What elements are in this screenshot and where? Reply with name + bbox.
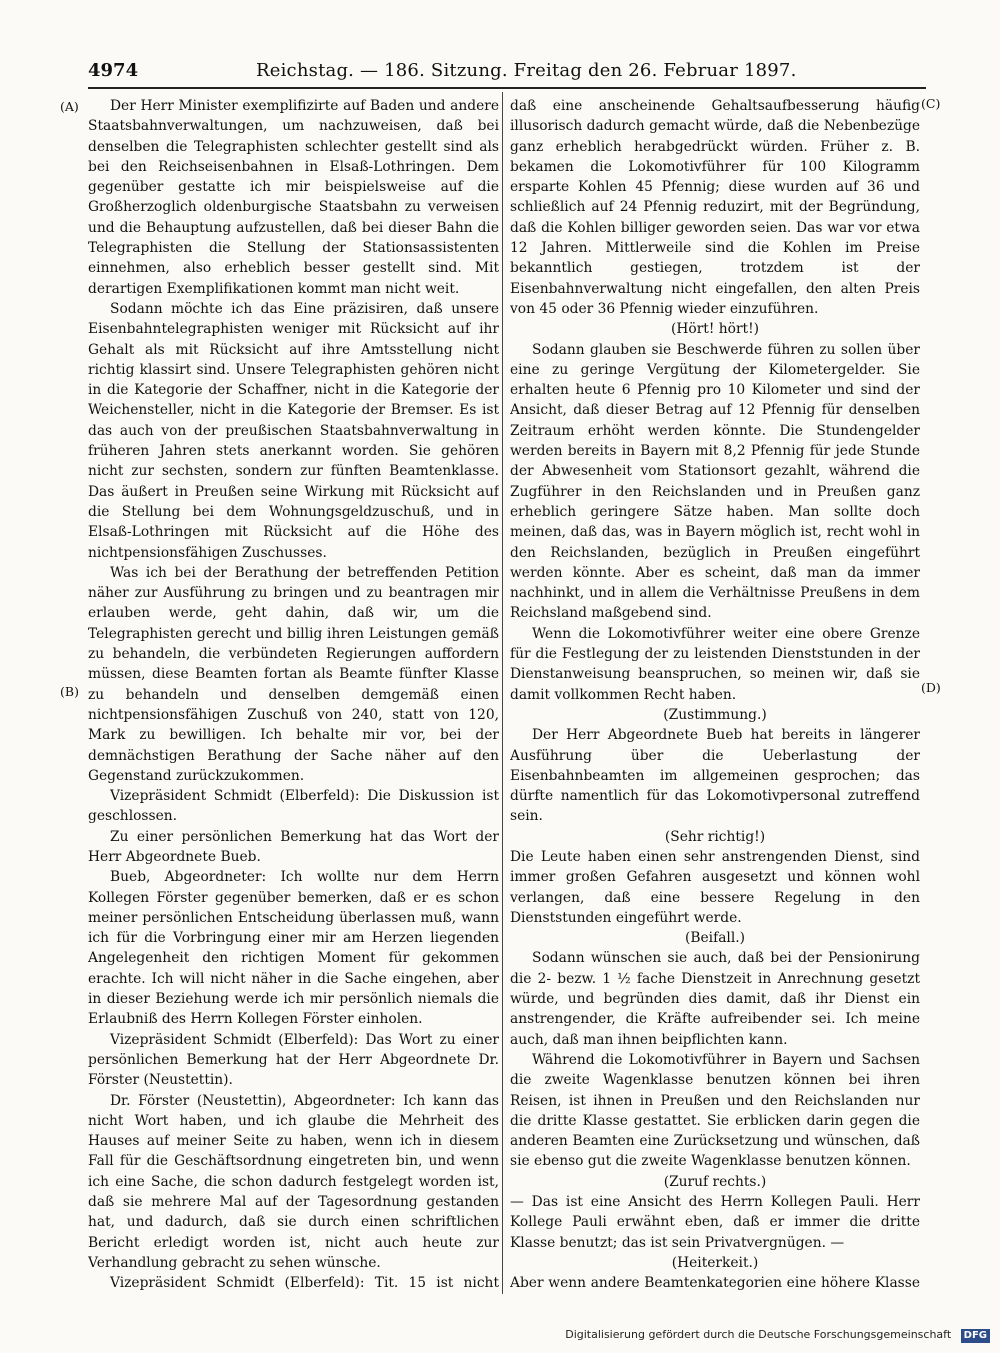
header-rule [88, 87, 926, 89]
page-header [88, 56, 944, 86]
column-divider [502, 92, 503, 1294]
paragraph: Die Leute haben einen sehr anstrengenden Dienst, sind immer großen Gefahren ausgesetzt und können wohl verlangen, daß eine bessere Regelung in den Dienststunden eingeführt werde. [510, 848, 920, 926]
paragraph: Zu einer persönlichen Bemerkung hat das Wort der Herr Abgeordnete Bueb. [88, 828, 499, 865]
paragraph: Der Herr Abgeordnete Bueb hat bereits in längerer Ausführung über die Ueberlastung der Eisenbahnbeamten im allgemeinen gesprochen; das dürfte namentlich für das Lokomotivpersonal zutreffend sein. [510, 727, 920, 825]
interjection: (Sehr richtig!) [664, 828, 766, 845]
margin-marker-d: (D) [921, 680, 941, 695]
footer-credit [565, 1325, 990, 1345]
left-column [88, 96, 499, 1296]
margin-marker-b: (B) [60, 684, 79, 699]
paragraph: Aber wenn andere Beamtenkategorien eine höhere Klasse [510, 1275, 920, 1292]
paragraph: Sodann glauben sie Beschwerde führen zu sollen über eine zu geringe Vergütung der Kilometergelder. Sie erhalten heute 6 Pfennig pro 10 Kilometer und sind der Ansicht, daß dieser Betrag auf 12 Pfennig für denselben Zeitraum erhöht werden könnte. Die Stundengelder werden bereits in Bayern mit 8,2 Pfennig für jede Stunde der Abwesenheit vom Stationsort gezahlt, während die Zugführer in den Reichslanden und in Preußen ganz erheblich geringere Sätze haben. Man sollte doch meinen, daß das, was in Bayern möglich ist, recht wohl in den Reichslanden, bezüglich in Preußen eingeführt werden könnte. Aber es scheint, daß man da immer nachhinkt, und in allem die Verhältnisse Preußens in dem Reichsland maßgebend sind. [510, 341, 920, 622]
interjection: (Hört! hört!) [670, 321, 760, 338]
paragraph: Vizepräsident Schmidt (Elberfeld): Tit. 15 ist nicht [110, 1275, 499, 1292]
right-column [510, 96, 920, 1296]
footer-credit-text: Digitalisierung gefördert durch die Deutsche Forschungsgemeinschaft [565, 1328, 952, 1341]
paragraph: Was ich bei der Berathung der betreffenden Petition näher zur Ausführung zu bringen und zu beantragen mir erlauben werde, geht dahin, daß wir, um die Telegraphisten gerecht und billig ihren Leistungen gemäß zu behandeln, die verbündeten Regierungen auffordern müssen, diese Beamten fortan als Beamte fünfter Klasse zu behandeln und denselben demgemäß einen nichtpensionsfähigen Zuschuß von 240, statt von 120, Mark zu bewilligen. Ich behalte mir vor, bei der demnächstigen Berathung der Sache näher auf den Gegenstand zurückzukommen. [88, 564, 499, 784]
paragraph: Vizepräsident Schmidt (Elberfeld): Das Wort zu einer persönlichen Bemerkung hat der Herr Abgeordnete Dr. Förster (Neustettin). [88, 1031, 499, 1089]
paragraph: Vizepräsident Schmidt (Elberfeld): Die Diskussion ist geschlossen. [88, 788, 499, 825]
dfg-logo: DFG [961, 1329, 990, 1343]
interjection: (Zuruf rechts.) [663, 1173, 767, 1190]
paragraph: — Das ist eine Ansicht des Herrn Kollegen Pauli. Herr Kollege Pauli erwähnt eben, daß er immer die dritte Klasse benutzt; das ist sein Privatvergnügen. — [510, 1194, 920, 1251]
interjection: (Beifall.) [684, 930, 746, 947]
paragraph: Der Herr Minister exemplifizirte auf Baden und andere Staatsbahnverwaltungen, um nachzuweisen, daß bei denselben die Telegraphisten schlechter gestellt sind als bei den Reichseisenbahnen in Elsaß-Lothringen. Dem gegenüber gestatte ich mir beispielsweise auf die Großherzoglich oldenburgische Staatsbahn zu verweisen und die Behauptung aufzustellen, daß bei dieser Bahn die Telegraphisten die Stellung der Stationsassistenten einnehmen, also erheblich besser gestellt sind. Mit derartigen Exemplifikationen kommt man nicht weit. [88, 98, 499, 297]
paragraph: Dr. Förster (Neustettin), Abgeordneter: Ich kann das nicht Wort haben, und ich glaube die Mehrheit des Hauses auf meiner Seite zu haben, wenn ich in diesem Fall für die Geschäftsordnung eingetreten bin, und wenn ich eine Sache, die schon dadurch festgelegt worden ist, daß sie mehrere Mal auf der Tagesordnung gestanden hat, und dadurch, daß sie durch einen schriftlichen Bericht erledigt worden ist, nicht auch heute zur Verhandlung gebracht zu sehen wünsche. [88, 1092, 499, 1271]
page-number: 4974 [88, 60, 139, 81]
paragraph: Sodann wünschen sie auch, daß bei der Pensionirung die 2- bezw. 1 ½ fache Dienstzeit in Anrechnung gesetzt würde, und begründen dies damit, daß ihr Dienst ein anstrengender, die Kräfte aufreibender sei. Ich meine auch, daß man ihnen beipflichten kann. [510, 950, 920, 1048]
paragraph: Wenn die Lokomotivführer weiter eine obere Grenze für die Festlegung der zu leistenden Dienststunden in der Dienstanweisung beanspruchen, so meinen wir, daß sie damit vollkommen Recht haben. [510, 625, 920, 703]
interjection: (Zustimmung.) [663, 706, 767, 723]
margin-marker-a: (A) [60, 99, 79, 114]
paragraph: Während die Lokomotivführer in Bayern und Sachsen die zweite Wagenklasse benutzen können bei ihren Reisen, ist ihnen in Preußen und den Reichslanden nur die dritte Klasse gestattet. Sie erblicken darin gegen die anderen Beamten eine Zurücksetzung und wünschen, daß sie ebenso gut die zweite Wagenklasse benutzen können. [510, 1051, 920, 1170]
margin-marker-c: (C) [921, 96, 941, 111]
running-title: Reichstag. — 186. Sitzung. Freitag den 26. Februar 1897. [256, 60, 797, 81]
paragraph: Sodann möchte ich das Eine präzisiren, daß unsere Eisenbahntelegraphisten weniger mit Rücksicht auf ihr Gehalt als mit Rücksicht auf ihre Amtsstellung nicht richtig klassirt sind. Unsere Telegraphisten gehören nicht in die Kategorie der Schaffner, nicht in die Kategorie der Weichensteller, nicht in die Kategorie der Bremser. Es ist das auch von der preußischen Staatsbahnverwaltung in früheren Jahren stets anerkannt worden. Sie gehören nicht zur sechsten, sondern zur fünften Beamtenklasse. Das äußert in Preußen seine Wirkung mit Rücksicht auf die Stellung bei dem Wohnungsgeldzuschuß, und in Elsaß-Lothringen mit Rücksicht auf die Höhe des nichtpensionsfähigen Zuschusses. [88, 300, 499, 561]
interjection: (Heiterkeit.) [671, 1254, 759, 1271]
paragraph: daß eine anscheinende Gehaltsaufbesserung häufig illusorisch dadurch gemacht würde, daß die Nebenbezüge ganz erheblich herabgedrückt würden. Früher z. B. bekamen die Lokomotivführer für 100 Kilogramm ersparte Kohlen 45 Pfennig; diese wurden auf 36 und schließlich auf 24 Pfennig reduzirt, mit der Begründung, daß die Kohlen billiger geworden seien. Das war vor etwa 12 Jahren. Mittlerweile sind die Kohlen im Preise bekanntlich gestiegen, trotzdem ist der Eisenbahnverwaltung nicht eingefallen, den alten Preis von 45 oder 36 Pfennig wieder einzuführen. [510, 98, 920, 317]
paragraph: Bueb, Abgeordneter: Ich wollte nur dem Herrn Kollegen Förster gegenüber bemerken, daß er es schon meiner persönlichen Entscheidung überlassen muß, wann ich für die Vorbringung einer mir am Herzen liegenden Angelegenheit den richtigen Moment für gekommen erachte. Ich will nicht näher in die Sache eingehen, aber in dieser Beziehung werde ich mir persönlich niemals die Erlaubniß des Herrn Kollegen Förster einholen. [88, 869, 499, 1028]
